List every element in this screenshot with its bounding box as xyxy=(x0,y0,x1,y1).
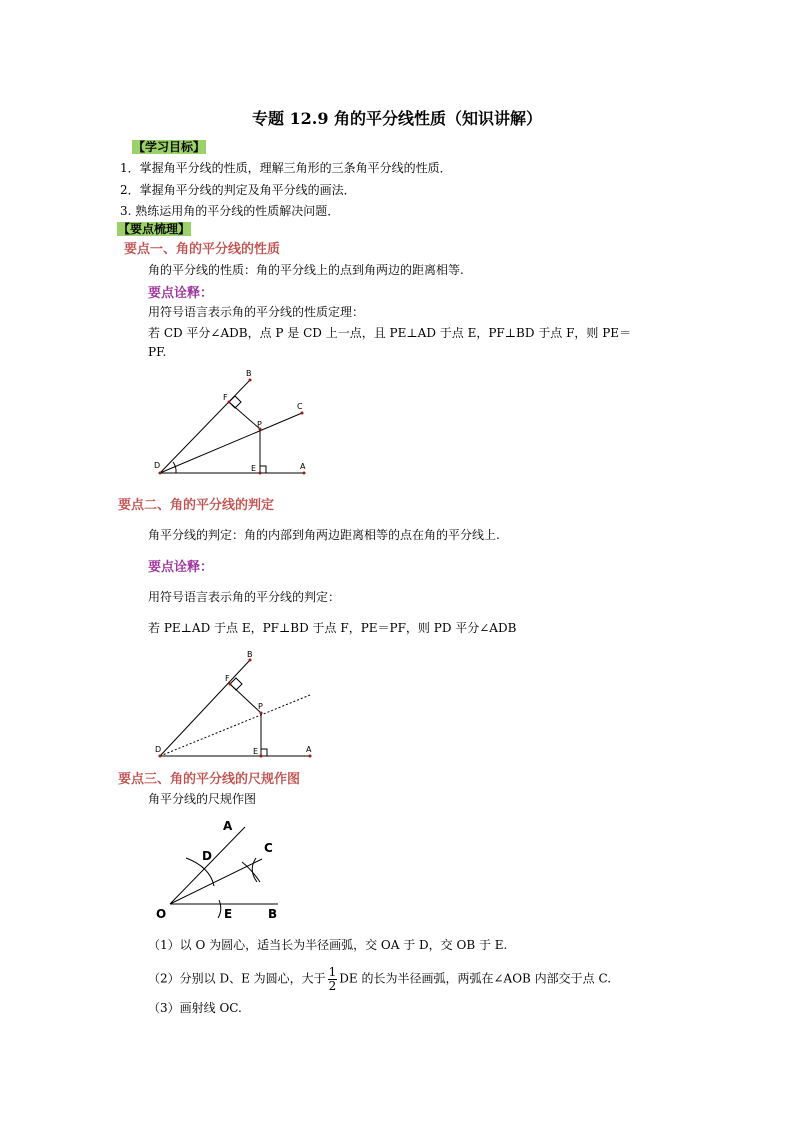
point-b-label: B xyxy=(246,369,252,378)
point-f-label: F xyxy=(225,674,230,683)
point-c-label: C xyxy=(264,841,273,855)
point-d-label: D xyxy=(154,461,161,470)
point2-note-label: 要点诠释： xyxy=(148,560,214,575)
point-c-label: C xyxy=(297,402,303,411)
point-e-label: E xyxy=(253,747,259,756)
point-f-label: F xyxy=(223,393,228,402)
construction-step-3: （3）画射线 OC. xyxy=(148,1001,242,1015)
point-b-label: B xyxy=(247,650,253,659)
point2-statement: 若 PE⊥AD 于点 E，PF⊥BD 于点 F，PE＝PF，则 PD 平分∠ADB xyxy=(148,621,517,635)
point-o-label: O xyxy=(156,907,167,921)
objective-item: 1．掌握角平分线的性质，理解三角形的三条角平分线的性质． xyxy=(120,161,452,175)
point-e-label: E xyxy=(224,907,233,921)
point-a-label: A xyxy=(300,462,306,471)
summary-heading-label: 【要点梳理】 xyxy=(118,222,191,236)
point-d-label: D xyxy=(202,849,212,863)
objectives-heading xyxy=(132,138,206,155)
summary-heading xyxy=(117,220,191,237)
point1-note-text: 用符号语言表示角的平分线的性质定理： xyxy=(148,305,365,319)
point-p-label: P xyxy=(257,420,262,429)
point3-text: 角平分线的尺规作图 xyxy=(148,792,257,806)
objective-item: 3. 熟练运用角的平分线的性质解决问题． xyxy=(120,204,340,218)
construction-step-1: （1）以 O 为圆心，适当长为半径画弧，交 OA 于 D，交 OB 于 E. xyxy=(148,938,508,952)
point2-text: 角平分线的判定：角的内部到角两边距离相等的点在角的平分线上. xyxy=(148,528,500,542)
bisector-property-figure xyxy=(140,366,330,481)
objective-item: 2．掌握角平分线的判定及角平分线的画法． xyxy=(120,183,356,197)
fraction-denominator: 2 xyxy=(328,978,337,993)
compass-construction-figure xyxy=(150,812,290,924)
objectives-heading-label: 【学习目标】 xyxy=(133,140,206,154)
point-p-label: P xyxy=(258,702,263,711)
point-a-label: A xyxy=(223,819,233,833)
point3-title: 要点三、角的平分线的尺规作图 xyxy=(118,772,301,787)
page-title: 专题 12.9 角的平分线性质（知识讲解） xyxy=(251,109,543,128)
point1-statement: 若 CD 平分∠ADB，点 P 是 CD 上一点，且 PE⊥AD 于点 E，PF⊥BD 于点 F，则 PE＝ xyxy=(148,326,632,340)
point2-title: 要点二、角的平分线的判定 xyxy=(118,498,275,513)
bisector-criterion-figure xyxy=(140,648,330,763)
point-a-label: A xyxy=(306,745,312,754)
point-b-label: B xyxy=(268,907,278,921)
point1-title: 要点一、角的平分线的性质 xyxy=(124,242,281,257)
point1-text: 角的平分线的性质：角的平分线上的点到角两边的距离相等. xyxy=(148,263,464,277)
step2-prefix: （2）分别以 D、E 为圆心，大于 xyxy=(148,971,326,986)
point2-note-text: 用符号语言表示角的平分线的判定： xyxy=(148,590,341,604)
point1-note-label: 要点诠释： xyxy=(148,286,214,301)
one-half-fraction xyxy=(328,966,338,992)
point1-statement-cont: PF. xyxy=(148,345,167,359)
construction-step-2 xyxy=(148,966,611,992)
point-d-label: D xyxy=(155,745,162,754)
step2-suffix: DE 的长为半径画弧，两弧在∠AOB 内部交于点 C. xyxy=(339,971,612,986)
fraction-numerator: 1 xyxy=(328,965,337,979)
point-e-label: E xyxy=(251,464,257,473)
